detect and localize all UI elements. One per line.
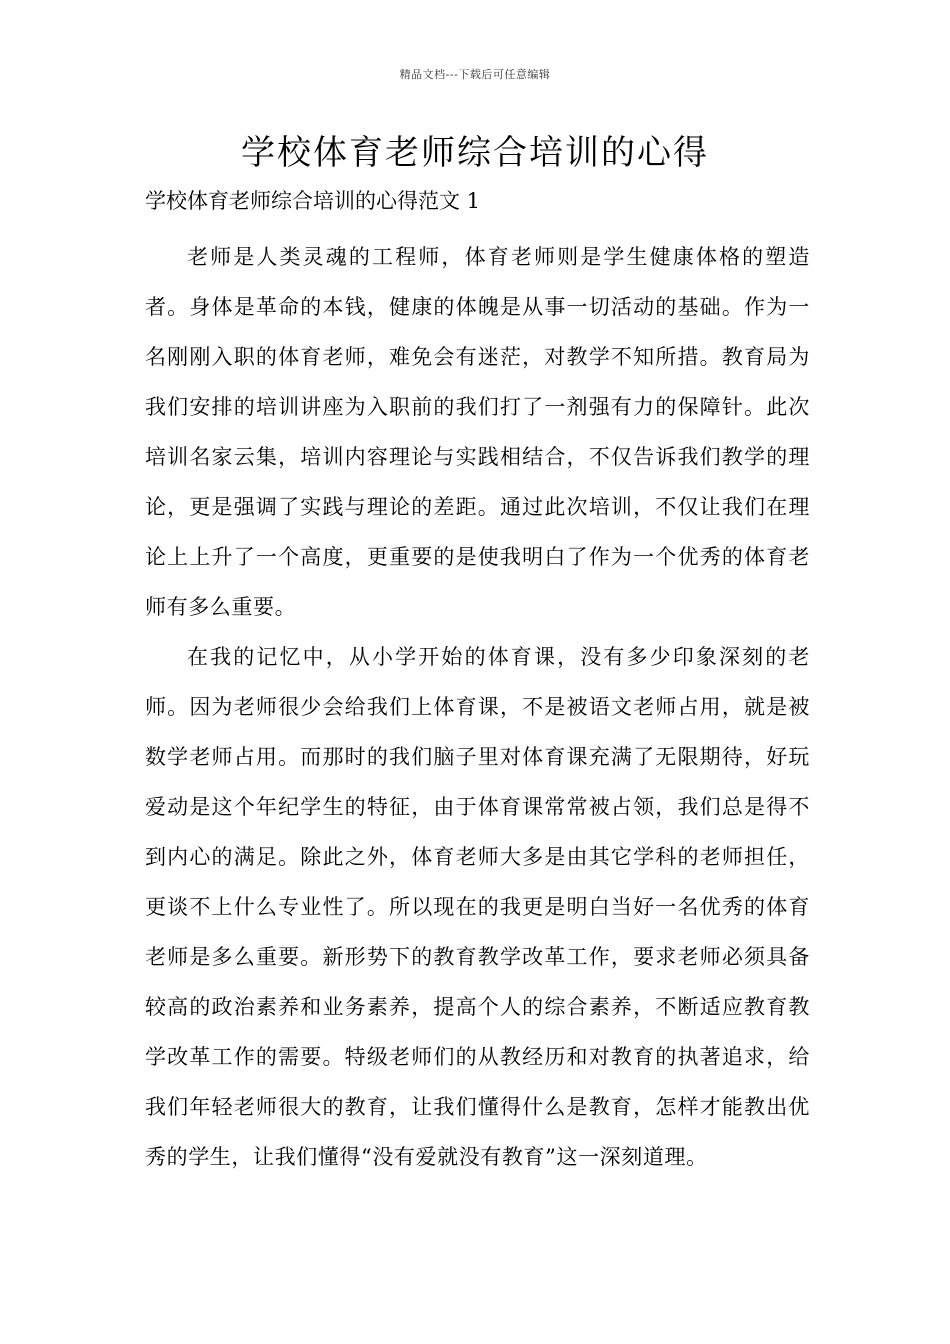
paragraph: 在我的记忆中，从小学开始的体育课，没有多少印象深刻的老师。因为老师很少会给我们上体育课，不是被语文老师占用，就是被数学老师占用。而那时的我们脑子里对体育课充满了无限期待，好玩爱动是这个年纪学生的特征，由于体育课常常被占领，我们总是得不到内心的满足。除此之外，体育老师大多是由其它学科的老师担任，更谈不上什么专业性了。所以现在的我更是明白当好一名优秀的体育老师是多么重要。新形势下的教育教学改革工作，要求老师必须具备较高的政治素养和业务素养，提高个人的综合素养，不断适应教育教学改革工作的需要。特级老师们的从教经历和对教育的执著追求，给我们年轻老师很大的教育，让我们懂得什么是教育，怎样才能教出优秀的学生，让我们懂得“没有爱就没有教育”这一深刻道理。 [145,645,810,1169]
paragraph: 老师是人类灵魂的工程师，体育老师则是学生健康体格的塑造者。身体是革命的本钱，健康的体魄是从事一切活动的基础。作为一名刚刚入职的体育老师，难免会有迷茫，对教学不知所措。教育局为我们安排的培训讲座为入职前的我们打了一剂强有力的保障针。此次培训名家云集，培训内容理论与实践相结合，不仅告诉我们教学的理论，更是强调了实践与理论的差距。通过此次培训，不仅让我们在理论上上升了一个高度，更重要的是使我明白了作为一个优秀的体育老师有多么重要。 [145,245,810,619]
header-note: 精品文档---下载后可任意编辑 [399,68,551,81]
document-title: 学校体育老师综合培训的心得 [241,133,709,173]
document-body [145,232,810,1182]
document-subtitle: 学校体育老师综合培训的心得范文 1 [145,189,481,213]
